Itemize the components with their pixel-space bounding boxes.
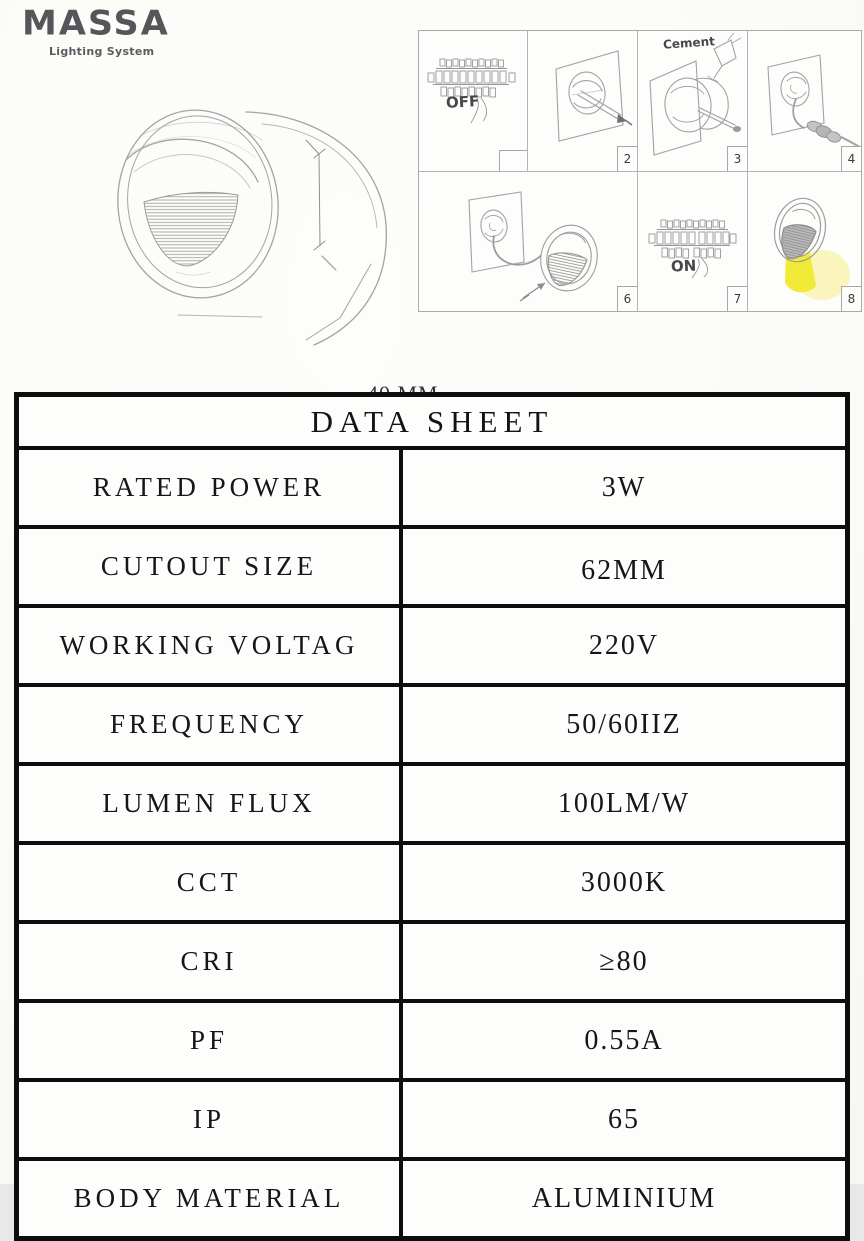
step-number-box: 3 <box>727 146 747 171</box>
spec-value: 0.55A <box>399 1003 845 1078</box>
table-row-cutout-size <box>19 529 845 608</box>
table-row-pf <box>19 1003 845 1082</box>
spec-value: 3000K <box>399 845 845 920</box>
spec-label: WORKING VOLTAG <box>59 630 359 660</box>
recessed-light-sketch <box>78 96 422 364</box>
spec-value: 3W <box>399 450 845 525</box>
installation-steps-grid <box>418 30 862 312</box>
install-step-light-on <box>748 172 861 311</box>
spec-label: LUMEN FLUX <box>102 788 316 818</box>
spec-value: ALUMINIUM <box>399 1161 845 1236</box>
install-step-drill-hole <box>528 31 638 172</box>
spec-value: 100LM/W <box>399 766 845 841</box>
cement-label: Cement <box>662 34 716 52</box>
spec-label: CCT <box>176 867 242 897</box>
power-on-label: ON <box>670 256 697 276</box>
spec-label: FREQUENCY <box>109 709 308 739</box>
step-number-box <box>499 150 527 171</box>
step-number-box: 8 <box>841 286 861 311</box>
table-row-lumen-flux <box>19 766 845 845</box>
table-row-rated-power <box>19 450 845 529</box>
install-step-wire-connector <box>748 31 861 172</box>
spec-value: 65 <box>399 1082 845 1157</box>
install-step-breaker-off <box>419 31 528 172</box>
table-row-ip <box>19 1082 845 1161</box>
table-row-body-material <box>19 1161 845 1236</box>
spec-label: RATED POWER <box>92 472 326 502</box>
spec-label: CRI <box>180 946 238 976</box>
spec-label: IP <box>192 1104 225 1134</box>
spec-value: 220V <box>399 608 845 683</box>
spec-value: 62MM <box>399 529 845 604</box>
step-number-box: 7 <box>727 286 747 311</box>
install-step-connect-fixture <box>419 172 638 311</box>
step-number-box: 6 <box>617 286 637 311</box>
install-step-breaker-on <box>638 172 748 311</box>
spec-label: PF <box>189 1025 229 1055</box>
spec-label: BODY MATERIAL <box>73 1183 345 1213</box>
table-row-cct <box>19 845 845 924</box>
spec-value: 50/60IIZ <box>399 687 845 762</box>
power-off-label: OFF <box>445 92 480 112</box>
data-sheet-table <box>14 392 850 1241</box>
install-step-cement <box>638 31 748 172</box>
table-row-cri <box>19 924 845 1003</box>
spec-label: CUTOUT SIZE <box>100 551 318 581</box>
spec-value: ≥80 <box>399 924 845 999</box>
brand-tagline: Lighting System <box>49 45 155 58</box>
brand-name: MASSA <box>22 4 170 44</box>
fixture-wiring-sketch <box>419 172 638 311</box>
product-drawing <box>78 96 422 364</box>
step-number-box: 4 <box>841 146 861 171</box>
brand-logo <box>22 4 222 58</box>
step-number-box: 2 <box>617 146 637 171</box>
data-sheet-title: DATA SHEET <box>19 397 845 450</box>
table-row-frequency <box>19 687 845 766</box>
table-row-working-voltage <box>19 608 845 687</box>
